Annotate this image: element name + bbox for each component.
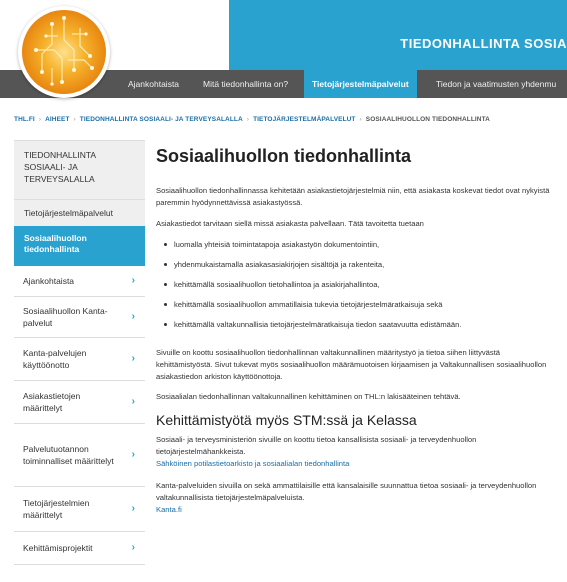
goal-paragraph: Asiakastiedot tarvitaan siellä missä asiakasta palvellaan. Tätä tavoitetta tuetaan xyxy=(156,219,424,228)
breadcrumb xyxy=(14,116,490,123)
intro-paragraph: Sosiaalihuollon tiedonhallinnassa kehitetään asiakastietojärjestelmiä niin, että asiakasta koskevat tiedot ovat nykyistä paremmin hyödynnettävissä asiakastyössä. xyxy=(156,186,550,207)
breadcrumb-current: SOSIAALIHUOLLON TIEDONHALLINTA xyxy=(365,116,490,123)
sidebar-item-label: Kanta-palvelujen käyttöönotto xyxy=(23,348,87,370)
sidebar-item-label: Sosiaalihuollon Kanta-palvelut xyxy=(23,306,108,328)
list-item: yhdenmukaistamalla asiakasasiakirjojen sisältöjä ja rakenteita, xyxy=(156,259,556,279)
chevron-right-icon: › xyxy=(131,542,135,553)
kanta-paragraph: Kanta-palveluiden sivuilla on sekä ammattilaisille että kansalaisille suunnattua tietoa sosiaali- ja terveydenhuollon valtakunnallisista tietojärjestelmäpalveluista. xyxy=(156,481,537,502)
nav-item-ajankohtaista[interactable]: Ajankohtaista xyxy=(128,79,180,89)
breadcrumb-separator: › xyxy=(73,116,76,123)
sidebar-item-palvelutuotanto[interactable] xyxy=(14,424,145,487)
breadcrumb-separator: › xyxy=(38,116,42,123)
statutory-paragraph: Sosiaalialan tiedonhallinnan valtakunnallinen kehittäminen on THL:n lakisääteinen tehtävä. xyxy=(156,392,461,401)
chevron-right-icon: › xyxy=(131,311,135,322)
header-banner xyxy=(229,0,567,70)
nav-item-mita-tiedonhallinta[interactable]: Mitä tiedonhallinta on? xyxy=(203,79,289,89)
section-heading: Kehittämistyötä myös STM:ssä ja Kelassa xyxy=(156,412,417,428)
kanta-link[interactable]: Kanta.fi xyxy=(156,505,182,514)
chevron-right-icon: › xyxy=(131,503,135,514)
nav-item-tietojarjestelmapalvelut[interactable]: Tietojärjestelmäpalvelut xyxy=(304,70,417,98)
breadcrumb-tiedonhallinta[interactable]: TIEDONHALLINTA SOSIAALI- JA TERVEYSALALLA xyxy=(79,116,243,123)
list-item: luomalla yhteisiä toimintatapoja asiakastyön dokumentointiin, xyxy=(156,239,556,259)
page-title: Sosiaalihuollon tiedonhallinta xyxy=(156,146,412,166)
chevron-right-icon: › xyxy=(131,396,135,407)
nav-item-tiedon-ja-vaatimusten[interactable]: Tiedon ja vaatimusten yhdenmu xyxy=(436,79,557,89)
chevron-right-icon: › xyxy=(131,353,135,364)
summary-paragraph: Sivuille on koottu sosiaalihuollon tiedonhallinnan valtakunnallinen määritystyö ja tietoa siihen liittyvästä kehittämistyöstä. Sivut tukevat myös sosiaalihuollon määrämuotoisen kirjaamisen ja Valtakunnallisen sosiaalihuollon asiakastiedon arkiston käyttöönottoja. xyxy=(156,348,547,381)
chevron-right-icon: › xyxy=(131,449,135,460)
site-title[interactable]: TIEDONHALLINTA SOSIA xyxy=(400,36,567,51)
list-item: kehittämällä valtakunnallisia tietojärjestelmäratkaisuja tiedon saatavuutta edistämään. xyxy=(156,319,556,339)
breadcrumb-separator: › xyxy=(246,116,250,123)
breadcrumb-tietojarjestelmapalvelut[interactable]: TIETOJÄRJESTELMÄPALVELUT xyxy=(253,116,356,123)
sidebar-section-title[interactable]: TIEDONHALLINTA SOSIAALI- JA TERVEYSALALLA xyxy=(14,140,145,199)
sidebar-item-kehittamisprojektit[interactable] xyxy=(14,532,145,565)
sidebar xyxy=(14,140,145,565)
sidebar-item-kayttoonotto[interactable] xyxy=(14,338,145,381)
stm-paragraph: Sosiaali- ja terveysministeriön sivuille on koottu tietoa kansallisista sosiaali- ja terveydenhuollon tietojärjestelmähankkeista. xyxy=(156,435,477,456)
breadcrumb-thl[interactable]: THL.FI xyxy=(14,116,35,123)
sidebar-item-label: Tietojärjestelmien määrittelyt xyxy=(23,498,90,520)
sidebar-item-label: Kehittämisprojektit xyxy=(23,543,93,553)
main-content xyxy=(156,140,556,516)
logo[interactable] xyxy=(18,6,110,98)
sidebar-item-label: Asiakastietojen määrittelyt xyxy=(23,391,81,413)
stm-link[interactable]: Sähköinen potilastietoarkisto ja sosiaalialan tiedonhallinta xyxy=(156,459,350,468)
sidebar-item-label: Ajankohtaista xyxy=(23,276,75,286)
chevron-right-icon: › xyxy=(131,275,135,286)
circuit-pattern-icon xyxy=(22,10,106,94)
list-item: kehittämällä sosiaalihuollon ammatillaisia tukevia tietojärjestelmäratkaisuja sekä xyxy=(156,299,556,319)
sidebar-item-tietojarjestelmapalvelut[interactable]: Tietojärjestelmäpalvelut xyxy=(14,199,145,226)
circuit-board-logo xyxy=(22,10,106,94)
sidebar-item-kanta-palvelut[interactable] xyxy=(14,297,145,338)
stm-link-line xyxy=(156,458,556,470)
sidebar-item-label: Palvelutuotannon toiminnalliset määrittelyt xyxy=(23,444,114,466)
goal-list xyxy=(156,239,556,339)
sidebar-item-tietojarjestelmien-maarittelyt[interactable] xyxy=(14,487,145,532)
kanta-link-line xyxy=(156,504,556,516)
sidebar-item-active[interactable]: Sosiaalihuollon tiedonhallinta xyxy=(14,226,145,266)
list-item: kehittämällä sosiaalihuollon tietohallintoa ja asiakirjahallintoa, xyxy=(156,279,556,299)
breadcrumb-separator: › xyxy=(359,116,362,123)
breadcrumb-aiheet[interactable]: AIHEET xyxy=(45,116,70,123)
sidebar-item-asiakastietojen-maarittelyt[interactable] xyxy=(14,381,145,424)
sidebar-item-ajankohtaista[interactable] xyxy=(14,266,145,297)
